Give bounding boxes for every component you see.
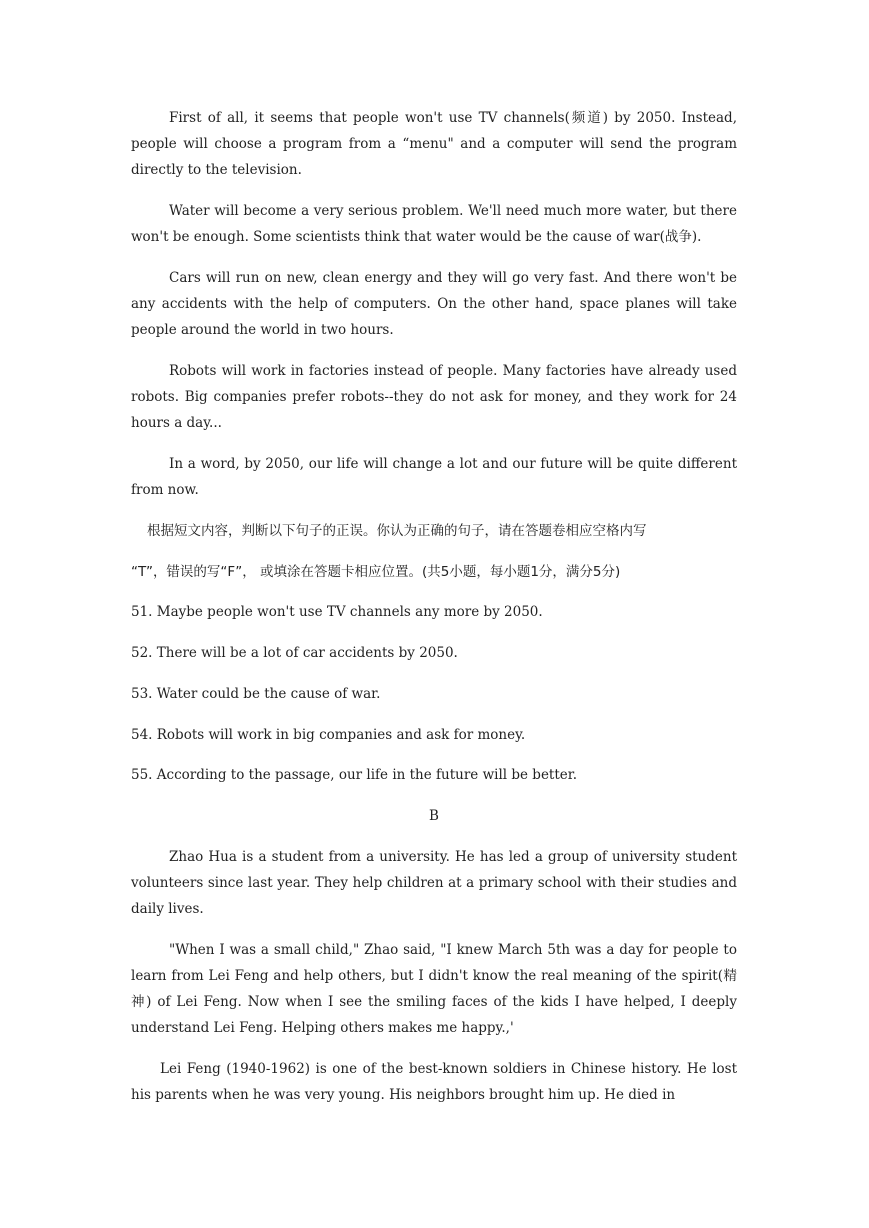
question-53: 53. Water could be the cause of war. — [131, 686, 381, 702]
passage-a-paragraph-2: Water will become a very serious problem. We'll need much more water, but there won't be enough. Some scientists think that water would be the cause of war(战争). — [131, 203, 737, 245]
question-55: 55. According to the passage, our life in the future will be better. — [131, 767, 578, 783]
passage-a-paragraph-3: Cars will run on new, clean energy and they will go very fast. And there won't be any accidents with the help of computers. On the other hand, space planes will take people around the world in two hours. — [131, 270, 737, 338]
passage-a-paragraph-4: Robots will work in factories instead of people. Many factories have already used robots. Big companies prefer robots--they do not ask for money, and they work for 24 hours a day... — [131, 363, 737, 431]
question-52: 52. There will be a lot of car accidents by 2050. — [131, 645, 458, 661]
section-b-heading: B — [429, 808, 439, 824]
question-54: 54. Robots will work in big companies and ask for money. — [131, 727, 526, 743]
passage-b-paragraph-1: Zhao Hua is a student from a university. He has led a group of university student volunteers since last year. They help children at a primary school with their studies and daily lives. — [131, 849, 737, 917]
passage-b-paragraph-2: "When I was a small child," Zhao said, "I knew March 5th was a day for people to learn from Lei Feng and help others, but I didn't know the real meaning of the spirit(精神) of Lei Feng. Now when I see the smiling faces of the kids I have helped, I deeply understand Lei Feng. Helping others makes me happy.,' — [131, 942, 737, 1036]
instructions-line-2: “T”，错误的写“F”， 或填涂在答题卡相应位置。(共5小题，每小题1分，满分5分) — [131, 564, 621, 580]
passage-a-paragraph-5: In a word, by 2050, our life will change a lot and our future will be quite different from now. — [131, 456, 737, 498]
instructions-line-1: 根据短文内容，判断以下句子的正误。你认为正确的句子，请在答题卷相应空格内写 — [147, 523, 647, 539]
passage-b-paragraph-3: Lei Feng (1940-1962) is one of the best-known soldiers in Chinese history. He lost his parents when he was very young. His neighbors brought him up. He died in — [131, 1061, 737, 1103]
passage-a-paragraph-1: First of all, it seems that people won't use TV channels(频道) by 2050. Instead, people will choose a program from a “menu" and a computer will send the program directly to the television. — [131, 110, 737, 178]
question-51: 51. Maybe people won't use TV channels any more by 2050. — [131, 604, 543, 620]
